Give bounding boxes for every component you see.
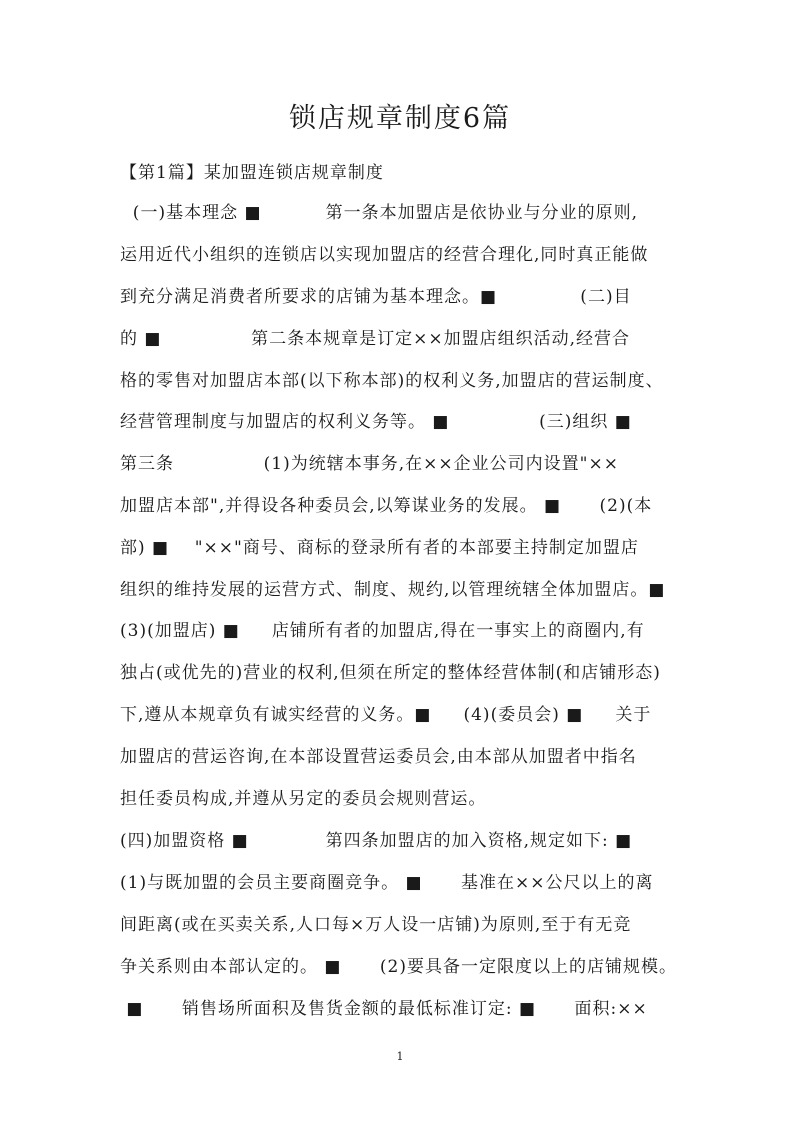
section-heading: 【第1篇】某加盟连锁店规章制度	[120, 163, 384, 183]
body-line: 第三条 (1)为统辖本事务,在××企业公司内设置"××	[120, 454, 619, 474]
body-line: 争关系则由本部认定的。 ■ (2)要具备一定限度以上的店铺规模。	[120, 957, 677, 977]
document-title: 锁店规章制度6篇	[288, 103, 512, 134]
body-line: 到充分满足消费者所要求的店铺为基本理念。■ (二)目	[120, 287, 632, 307]
body-line: 间距离(或在买卖关系,人口每×万人设一店铺)为原则,至于有无竞	[120, 915, 632, 935]
body-line: 的 ■ 第二条本规章是订定××加盟店组织活动,经营合	[120, 329, 631, 349]
body-line: 运用近代小组织的连锁店以实现加盟店的经营合理化,同时真正能做	[120, 245, 649, 265]
body-line: ■ 销售场所面积及售货金额的最低标准订定: ■ 面积:××	[120, 999, 648, 1019]
body-line: 加盟店本部",并得设各种委员会,以筹谋业务的发展。 ■ (2)(本	[120, 496, 653, 516]
body-line: 部) ■ "××"商号、商标的登录所有者的本部要主持制定加盟店	[120, 538, 639, 558]
body-line: 担任委员构成,并遵从另定的委员会规则营运。	[120, 789, 487, 809]
body-line: 格的零售对加盟店本部(以下称本部)的权利义务,加盟店的营运制度、	[120, 371, 664, 391]
body-line: (3)(加盟店) ■ 店铺所有者的加盟店,得在一事实上的商圈内,有	[120, 621, 645, 641]
body-line: 下,遵从本规章负有诚实经营的义务。■ (4)(委员会) ■ 关于	[120, 705, 652, 725]
body-line: 经营管理制度与加盟店的权利义务等。 ■ (三)组织 ■	[120, 412, 632, 432]
body-line: (四)加盟资格 ■ 第四条加盟店的加入资格,规定如下: ■	[120, 831, 633, 851]
page-number: 1	[396, 1050, 404, 1063]
body-line: (一)基本理念 ■ 第一条本加盟店是依协业与分业的原则,	[120, 203, 638, 223]
body-line: 加盟店的营运咨询,在本部设置营运委员会,由本部从加盟者中指名	[120, 747, 637, 767]
body-line: 组织的维持发展的运营方式、制度、规约,以管理统辖全体加盟店。■	[120, 580, 666, 600]
body-line: (1)与既加盟的会员主要商圈竞争。 ■ 基准在××公尺以上的离	[120, 873, 654, 893]
body-line: 独占(或优先的)营业的权利,但须在所定的整体经营体制(和店铺形态)	[120, 663, 661, 683]
